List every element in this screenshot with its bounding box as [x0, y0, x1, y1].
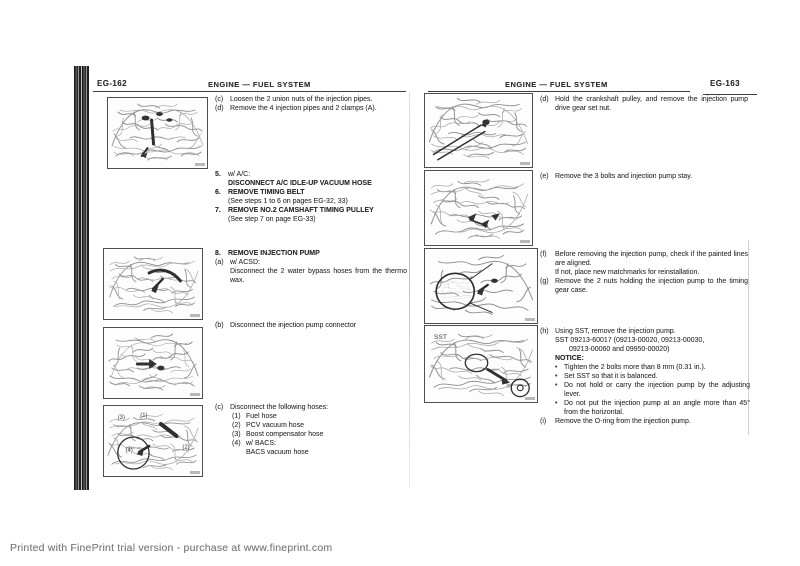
- notice-item: [555, 399, 750, 417]
- figure-code: [525, 318, 535, 321]
- right-steps-fg: [540, 250, 748, 295]
- step-label: (c): [215, 96, 224, 103]
- figure-pump-connector: [103, 327, 203, 399]
- figure-thermo-wax: [103, 248, 203, 320]
- hose-text: PCV vacuum hose: [246, 422, 304, 429]
- step-text: Using SST, remove the injection pump.: [555, 328, 676, 335]
- engine-line-art-icon: [104, 406, 202, 476]
- hose-item: [232, 412, 407, 421]
- step-label: (b): [215, 322, 224, 329]
- figure-code: [190, 314, 200, 317]
- sst-line-2: 09213-00060 and 09950-00020): [569, 346, 670, 353]
- step-row: [215, 206, 407, 224]
- engine-line-art-icon: [104, 328, 202, 398]
- figure-hoses: [103, 405, 203, 477]
- right-step-d: [540, 95, 748, 113]
- step-number: 5.: [215, 171, 221, 178]
- left-header-rule: [93, 91, 406, 92]
- step-label: (g): [540, 278, 549, 285]
- step-text: Remove the O-ring from the injection pump.: [555, 418, 691, 425]
- left-header-title: ENGINE — FUEL SYSTEM: [208, 80, 311, 89]
- step-label: (c): [215, 404, 224, 411]
- figure-callout: (2): [182, 444, 190, 452]
- hose-item: [232, 430, 407, 439]
- step-label: (f): [540, 251, 547, 258]
- book-binding-shadow: [74, 66, 89, 490]
- sst-line-1: SST 09213-60017 (09213-00020, 09213-00030,: [555, 337, 705, 344]
- hose-item: [232, 439, 407, 457]
- step-heading: REMOVE INJECTION PUMP: [228, 250, 320, 257]
- step-text: Remove the 2 nuts holding the injection pump to the timing gear case.: [555, 278, 748, 294]
- hose-text: Fuel hose: [246, 413, 277, 420]
- step-heading: REMOVE TIMING BELT: [228, 189, 305, 196]
- step-row: [215, 249, 407, 258]
- bullet-icon: •: [555, 364, 558, 371]
- engine-line-art-icon: [425, 94, 532, 167]
- hose-text: w/ BACS:: [246, 440, 276, 447]
- notice-text: Do not put the injection pump at an angle more than 45° from the horizontal.: [564, 400, 750, 416]
- step-text-2: If not, place new matchmarks for reinstallation.: [555, 269, 700, 276]
- step-number: 7.: [215, 207, 221, 214]
- step-text: Loosen the 2 union nuts of the injection pipes.: [230, 96, 373, 103]
- step-note: (See step 7 on page EG-33): [228, 216, 316, 223]
- left-steps-cd: [215, 95, 407, 113]
- figure-callout: (3): [117, 414, 125, 422]
- step-text: Disconnect the injection pump connector: [230, 322, 357, 329]
- engine-line-art-icon: [425, 326, 537, 402]
- step-number: 8.: [215, 250, 221, 257]
- left-page-number: EG-162: [97, 79, 127, 88]
- right-header-rule: [428, 91, 690, 92]
- figure-code: [190, 393, 200, 396]
- hose-item: [232, 421, 407, 430]
- step-row: [215, 188, 407, 206]
- figure-callout: (4): [125, 447, 133, 455]
- figure-code: [195, 163, 205, 166]
- step-note: (See steps 1 to 6 on pages EG-32, 33): [228, 198, 348, 205]
- notice-text: Set SST so that it is balanced.: [564, 373, 658, 380]
- bullet-icon: •: [555, 400, 558, 407]
- engine-line-art-icon: [108, 98, 207, 168]
- step-row: [215, 104, 407, 113]
- step-row: [540, 417, 750, 426]
- step-intro: w/ A/C:: [228, 171, 251, 178]
- figure-drive-gear-nut: [424, 93, 533, 168]
- figure-code: [520, 162, 530, 165]
- right-step-e: [540, 172, 748, 181]
- engine-line-art-icon: [425, 249, 537, 323]
- right-page-number: EG-163: [710, 79, 740, 88]
- hose-text-2: BACS vacuum hose: [246, 449, 309, 456]
- left-step-b: [215, 321, 407, 330]
- notice-item: [555, 372, 750, 381]
- step-row: [215, 321, 407, 330]
- step-row: [215, 95, 407, 104]
- step-intro: w/ ACSD:: [230, 259, 260, 266]
- right-header-title: ENGINE — FUEL SYSTEM: [505, 80, 608, 89]
- engine-line-art-icon: [104, 249, 202, 319]
- figure-sst-removal: [424, 325, 538, 403]
- notice-item: [555, 363, 750, 372]
- bullet-icon: •: [555, 373, 558, 380]
- left-steps-5-7: [215, 170, 407, 224]
- sst-label: SST: [433, 334, 448, 341]
- hose-number: (1): [232, 413, 241, 420]
- step-text: Disconnect the following hoses:: [230, 404, 329, 411]
- bullet-icon: •: [555, 382, 558, 389]
- engine-line-art-icon: [425, 171, 532, 245]
- step-label: (d): [215, 105, 224, 112]
- step-number: 6.: [215, 189, 221, 196]
- notice-item: [555, 381, 750, 399]
- step-label: (i): [540, 418, 547, 425]
- figure-matchmarks: [424, 248, 538, 324]
- step-heading: DISCONNECT A/C IDLE-UP VACUUM HOSE: [228, 180, 372, 187]
- step-heading: REMOVE NO.2 CAMSHAFT TIMING PULLEY: [228, 207, 374, 214]
- figure-pump-stay: [424, 170, 533, 246]
- left-step-8: [215, 249, 407, 285]
- step-label: (e): [540, 173, 549, 180]
- fineprint-footer-text: Printed with FinePrint trial version - purchase at www.fineprint.com: [10, 542, 333, 554]
- figure-code: [520, 240, 530, 243]
- figure-code: [190, 471, 200, 474]
- notice-text: Tighten the 2 bolts more than 8 mm (0.31 in.).: [564, 364, 706, 371]
- step-text: Before removing the injection pump, check if the painted lines are aligned.: [555, 251, 748, 267]
- left-step-c-hoses: [215, 403, 407, 457]
- step-label: (a): [215, 259, 224, 266]
- figure-callout: (1): [140, 412, 148, 420]
- step-text: Hold the crankshaft pulley, and remove the injection pump drive gear set nut.: [555, 96, 748, 112]
- step-text: Disconnect the 2 water bypass hoses from the thermo wax.: [230, 268, 407, 284]
- figure-code: [525, 397, 535, 400]
- step-row: [540, 327, 750, 417]
- page-fold-line: [409, 92, 410, 488]
- step-label: (d): [540, 96, 549, 103]
- hose-number: (3): [232, 431, 241, 438]
- right-steps-hi: [540, 327, 750, 426]
- hose-number: (4): [232, 440, 241, 447]
- step-row: [215, 403, 407, 457]
- step-row: [540, 250, 748, 277]
- step-row: [540, 95, 748, 113]
- hose-number: (2): [232, 422, 241, 429]
- notice-text: Do not hold or carry the injection pump by the adjusting lever.: [564, 382, 750, 398]
- hose-text: Boost compensator hose: [246, 431, 324, 438]
- step-row: [540, 277, 748, 295]
- step-row: [215, 170, 407, 188]
- step-text: Remove the 3 bolts and injection pump stay.: [555, 173, 693, 180]
- step-text: Remove the 4 injection pipes and 2 clamps (A).: [230, 105, 377, 112]
- step-row: [540, 172, 748, 181]
- step-label: (h): [540, 328, 549, 335]
- step-row: [215, 258, 407, 285]
- notice-title: NOTICE:: [555, 355, 584, 362]
- figure-injection-pipes: [107, 97, 208, 169]
